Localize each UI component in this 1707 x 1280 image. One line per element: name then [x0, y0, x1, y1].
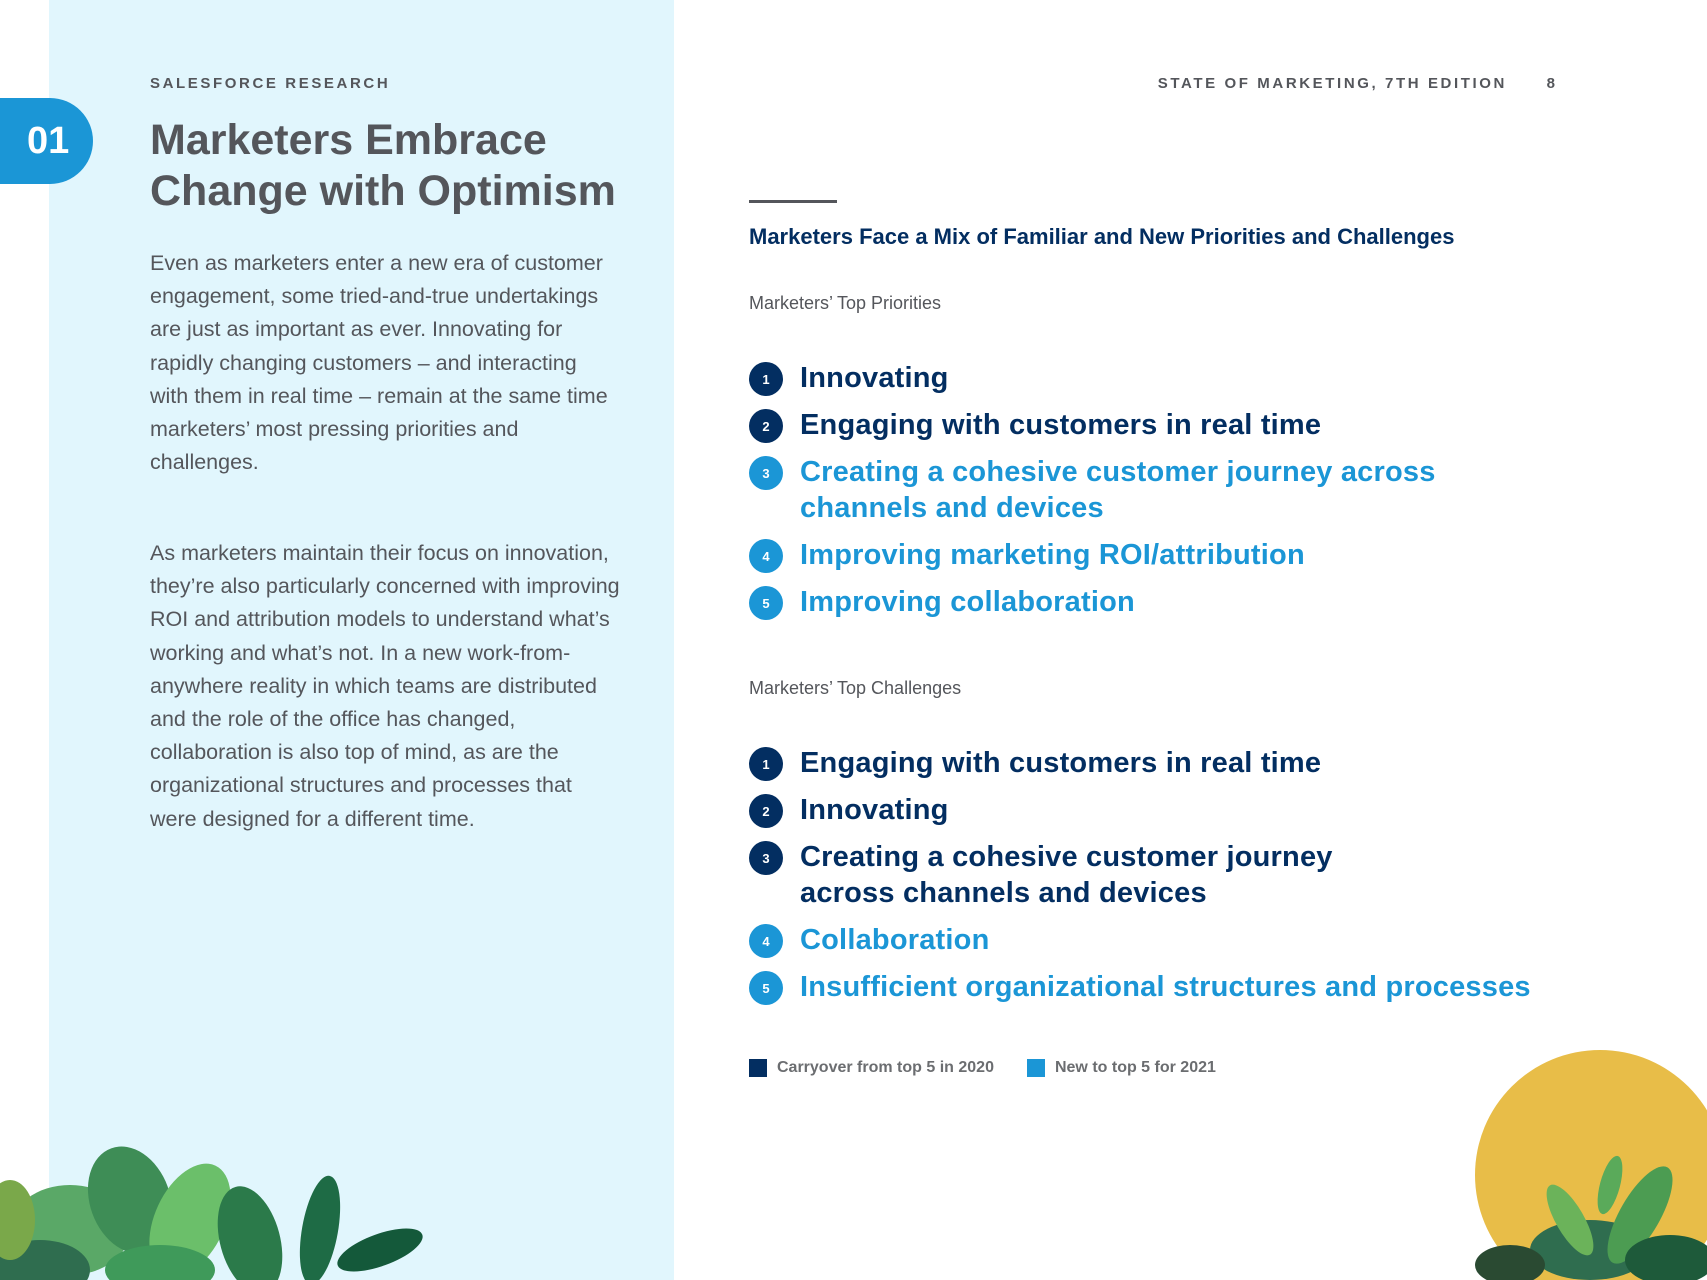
challenges-list	[749, 745, 1531, 1016]
priority-rank-badge: 5	[749, 586, 783, 620]
challenge-rank-badge: 4	[749, 924, 783, 958]
challenge-rank-badge: 1	[749, 747, 783, 781]
priority-item	[749, 454, 1460, 526]
challenge-item	[749, 839, 1531, 911]
legend-new-group	[1027, 1059, 1216, 1077]
legend	[749, 1059, 1216, 1077]
legend-label-new: New to top 5 for 2021	[1054, 1059, 1216, 1076]
challenge-item-text: Creating a cohesive customer journey across channels and devices	[800, 841, 1333, 909]
challenge-item-text: Collaboration	[800, 924, 990, 956]
challenge-item	[749, 792, 1531, 828]
sun-foliage-illustration	[1470, 1045, 1707, 1280]
challenge-item-text: Insufficient organizational structures and processes	[800, 971, 1531, 1003]
priority-item	[749, 584, 1460, 620]
priority-item-text: Engaging with customers in real time	[800, 409, 1322, 441]
challenge-item	[749, 969, 1531, 1005]
priority-item-text: Creating a cohesive customer journey across channels and devices	[800, 456, 1436, 524]
priority-rank-badge: 2	[749, 409, 783, 443]
challenge-rank-badge: 2	[749, 794, 783, 828]
challenge-rank-badge: 5	[749, 971, 783, 1005]
chart-title: Marketers Face a Mix of Familiar and New Priorities and Challenges	[749, 224, 1455, 249]
challenge-item-text: Engaging with customers in real time	[800, 747, 1322, 779]
chapter-number: 01	[27, 119, 70, 162]
chapter-tab	[0, 98, 93, 184]
challenges-label: Marketers’ Top Challenges	[749, 678, 962, 698]
priority-item	[749, 360, 1460, 396]
eyebrow-report-title	[1158, 75, 1507, 92]
priority-rank-badge: 4	[749, 539, 783, 573]
priority-rank-badge: 3	[749, 456, 783, 490]
intro-paragraph-1: Even as marketers enter a new era of customer engagement, some tried-and-true undertakings are just as important as ever. Innovating for rapidly changing customers – and interacting with them in real time – remain at the same time marketers’ most pressing priorities and challenges.	[150, 251, 608, 475]
report-title-text: STATE OF MARKETING, 7TH EDITION	[1157, 75, 1507, 92]
page-number: 8	[1546, 75, 1556, 92]
priorities-list	[749, 360, 1460, 631]
priority-item	[749, 537, 1460, 573]
priority-item	[749, 407, 1460, 443]
priority-item-text: Innovating	[800, 362, 949, 394]
section-rule	[749, 200, 837, 203]
challenge-item	[749, 745, 1531, 781]
priorities-label: Marketers’ Top Priorities	[749, 293, 942, 313]
challenge-item-text: Innovating	[800, 794, 949, 826]
challenge-rank-badge: 3	[749, 841, 783, 875]
priority-item-text: Improving collaboration	[800, 586, 1135, 618]
priority-rank-badge: 1	[749, 362, 783, 396]
challenge-item	[749, 922, 1531, 958]
legend-swatch-carryover	[749, 1059, 767, 1077]
eyebrow-salesforce-research: SALESFORCE RESEARCH	[150, 75, 391, 92]
foliage-left-illustration	[0, 1120, 440, 1280]
page-title: Marketers Embrace Change with Optimism	[150, 116, 616, 215]
intro-paragraph-2: As marketers maintain their focus on innovation, they’re also particularly concerned with improving ROI and attribution models to understand what’s working and what’s not. In a new work-from-anywhere reality in which teams are distributed and the role of the office has changed, collaboration is also top of mind, as are the organizational structures and processes that were designed for a different time.	[150, 541, 620, 831]
legend-label-carryover: Carryover from top 5 in 2020	[777, 1059, 994, 1076]
priority-item-text: Improving marketing ROI/attribution	[800, 539, 1305, 571]
legend-swatch-new	[1027, 1059, 1045, 1077]
